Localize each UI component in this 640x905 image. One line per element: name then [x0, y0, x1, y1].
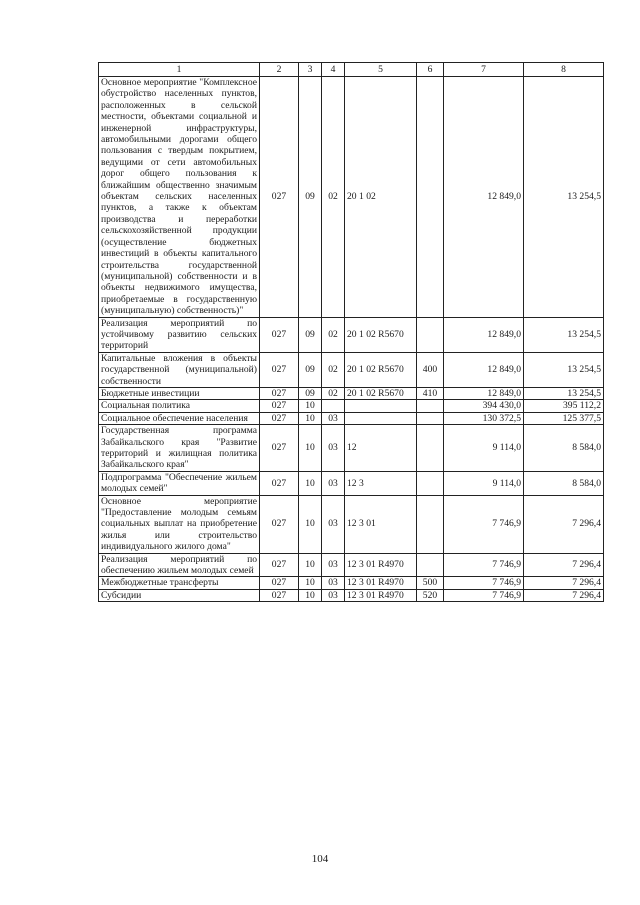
cell-ministry: 027 — [260, 400, 299, 412]
cell-amount-7: 7 746,9 — [444, 577, 524, 589]
cell-ministry: 027 — [260, 77, 299, 318]
cell-expense-type — [417, 317, 444, 352]
cell-section: 10 — [299, 412, 322, 424]
cell-subsection: 03 — [322, 471, 345, 495]
cell-ministry: 027 — [260, 317, 299, 352]
page-number: 104 — [311, 853, 329, 865]
header-col-4: 4 — [322, 63, 345, 77]
cell-amount-8: 13 254,5 — [524, 387, 604, 399]
cell-ministry: 027 — [260, 577, 299, 589]
cell-target-code: 12 3 01 R4970 — [345, 553, 417, 577]
table-row — [99, 471, 604, 495]
cell-amount-8: 7 296,4 — [524, 553, 604, 577]
table-row — [99, 400, 604, 412]
cell-ministry: 027 — [260, 471, 299, 495]
cell-section: 10 — [299, 471, 322, 495]
cell-subsection: 03 — [322, 553, 345, 577]
cell-subsection: 02 — [322, 317, 345, 352]
cell-expense-type: 410 — [417, 387, 444, 399]
row-name: Подпрограмма "Обеспечение жильем молодых семей" — [99, 471, 260, 495]
cell-ministry: 027 — [260, 553, 299, 577]
cell-expense-type: 520 — [417, 589, 444, 601]
cell-expense-type: 400 — [417, 352, 444, 387]
cell-ministry: 027 — [260, 387, 299, 399]
table-row — [99, 577, 604, 589]
cell-subsection: 02 — [322, 77, 345, 318]
table-row — [99, 425, 604, 472]
cell-ministry: 027 — [260, 352, 299, 387]
cell-target-code: 12 3 01 R4970 — [345, 589, 417, 601]
table-row — [99, 553, 604, 577]
cell-target-code: 12 — [345, 425, 417, 472]
cell-amount-7: 9 114,0 — [444, 471, 524, 495]
cell-section: 10 — [299, 495, 322, 553]
cell-amount-8: 8 584,0 — [524, 425, 604, 472]
row-name: Основное мероприятие "Комплексное обустройство населенных пунктов, расположенных в сельской местности, объектами социальной и инженерной инфраструктуры, автомобильными дорогами общего пользования с твердым покрытием, ведущими от сети автомобильных дорог общего пользования к ближайшим общественно значимым объектам сельских населенных пунктов, а также к объектам производства и переработки сельскохозяйственной продукции (осуществление бюджетных инвестиций в объекты капитального строительства государственной (муниципальной) собственности и в объекты недвижимого имущества, приобретаемые в государственную (муниципальную) собственность)" — [99, 77, 260, 318]
cell-amount-8: 13 254,5 — [524, 77, 604, 318]
cell-target-code — [345, 400, 417, 412]
cell-amount-7: 12 849,0 — [444, 387, 524, 399]
cell-amount-7: 130 372,5 — [444, 412, 524, 424]
cell-amount-7: 394 430,0 — [444, 400, 524, 412]
cell-subsection: 02 — [322, 352, 345, 387]
cell-amount-8: 7 296,4 — [524, 495, 604, 553]
cell-ministry: 027 — [260, 425, 299, 472]
cell-amount-7: 7 746,9 — [444, 495, 524, 553]
cell-amount-7: 12 849,0 — [444, 317, 524, 352]
cell-subsection: 02 — [322, 387, 345, 399]
cell-amount-8: 13 254,5 — [524, 317, 604, 352]
cell-expense-type — [417, 412, 444, 424]
row-name: Государственная программа Забайкальского края "Развитие территорий и жилищная политика Забайкальского края" — [99, 425, 260, 472]
header-col-5: 5 — [345, 63, 417, 77]
row-name: Субсидии — [99, 589, 260, 601]
cell-target-code: 20 1 02 R5670 — [345, 317, 417, 352]
cell-amount-7: 12 849,0 — [444, 77, 524, 318]
header-col-1: 1 — [99, 63, 260, 77]
cell-ministry: 027 — [260, 412, 299, 424]
table-row — [99, 387, 604, 399]
row-name: Социальная политика — [99, 400, 260, 412]
cell-amount-8: 8 584,0 — [524, 471, 604, 495]
cell-target-code — [345, 412, 417, 424]
cell-amount-7: 12 849,0 — [444, 352, 524, 387]
cell-subsection: 03 — [322, 425, 345, 472]
cell-subsection: 03 — [322, 495, 345, 553]
cell-amount-8: 395 112,2 — [524, 400, 604, 412]
cell-expense-type — [417, 495, 444, 553]
header-col-3: 3 — [299, 63, 322, 77]
row-name: Реализация мероприятий по обеспечению жильем молодых семей — [99, 553, 260, 577]
cell-expense-type — [417, 77, 444, 318]
row-name: Социальное обеспечение населения — [99, 412, 260, 424]
cell-subsection — [322, 400, 345, 412]
table-row — [99, 352, 604, 387]
cell-target-code: 20 1 02 R5670 — [345, 352, 417, 387]
row-name: Основное мероприятие "Предоставление молодым семьям социальных выплат на приобретение жилья или строительство индивидуального жилого дома" — [99, 495, 260, 553]
table-row — [99, 495, 604, 553]
cell-target-code: 20 1 02 — [345, 77, 417, 318]
cell-target-code: 12 3 — [345, 471, 417, 495]
table-row — [99, 77, 604, 318]
cell-section: 09 — [299, 77, 322, 318]
cell-amount-8: 125 377,5 — [524, 412, 604, 424]
cell-ministry: 027 — [260, 495, 299, 553]
cell-amount-7: 9 114,0 — [444, 425, 524, 472]
header-col-6: 6 — [417, 63, 444, 77]
cell-target-code: 20 1 02 R5670 — [345, 387, 417, 399]
cell-section: 10 — [299, 589, 322, 601]
cell-subsection: 03 — [322, 412, 345, 424]
cell-section: 09 — [299, 387, 322, 399]
cell-section: 10 — [299, 577, 322, 589]
row-name: Межбюджетные трансферты — [99, 577, 260, 589]
header-col-2: 2 — [260, 63, 299, 77]
row-name: Бюджетные инвестиции — [99, 387, 260, 399]
cell-expense-type — [417, 553, 444, 577]
cell-section: 10 — [299, 400, 322, 412]
table-row — [99, 589, 604, 601]
cell-section: 09 — [299, 352, 322, 387]
cell-amount-7: 7 746,9 — [444, 589, 524, 601]
cell-amount-8: 7 296,4 — [524, 577, 604, 589]
table-row — [99, 412, 604, 424]
cell-ministry: 027 — [260, 589, 299, 601]
cell-section: 09 — [299, 317, 322, 352]
budget-table — [98, 62, 604, 602]
cell-target-code: 12 3 01 R4970 — [345, 577, 417, 589]
cell-amount-8: 13 254,5 — [524, 352, 604, 387]
cell-amount-7: 7 746,9 — [444, 553, 524, 577]
header-col-7: 7 — [444, 63, 524, 77]
cell-expense-type — [417, 471, 444, 495]
cell-subsection: 03 — [322, 589, 345, 601]
table-row — [99, 317, 604, 352]
cell-amount-8: 7 296,4 — [524, 589, 604, 601]
cell-section: 10 — [299, 425, 322, 472]
row-name: Реализация мероприятий по устойчивому развитию сельских территорий — [99, 317, 260, 352]
header-col-8: 8 — [524, 63, 604, 77]
cell-expense-type: 500 — [417, 577, 444, 589]
cell-subsection: 03 — [322, 577, 345, 589]
cell-target-code: 12 3 01 — [345, 495, 417, 553]
cell-expense-type — [417, 425, 444, 472]
header-row — [99, 63, 604, 77]
cell-section: 10 — [299, 553, 322, 577]
row-name: Капитальные вложения в объекты государственной (муниципальной) собственности — [99, 352, 260, 387]
cell-expense-type — [417, 400, 444, 412]
